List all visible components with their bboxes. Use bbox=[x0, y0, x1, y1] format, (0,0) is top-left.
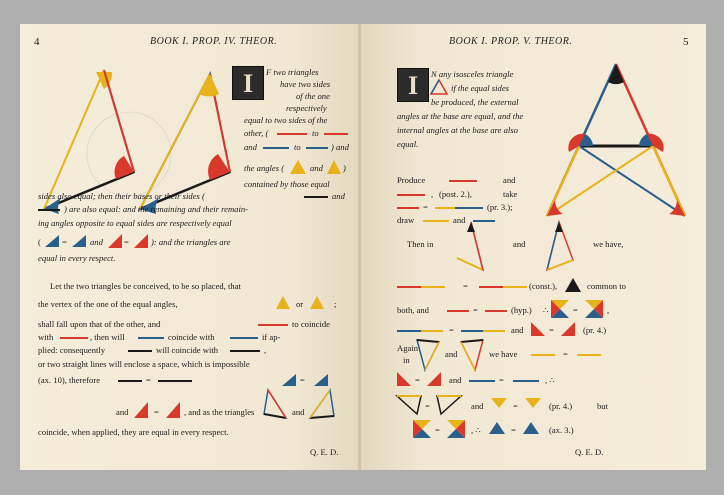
red-angle-icon bbox=[561, 322, 575, 336]
text-line: Produce bbox=[397, 175, 426, 185]
text-line: and bbox=[471, 401, 484, 411]
triangle-icon bbox=[417, 340, 439, 372]
triangle-icon bbox=[264, 390, 288, 420]
text-line: take bbox=[503, 189, 518, 199]
text-line: and bbox=[116, 407, 129, 417]
text-line: if the equal sides bbox=[451, 83, 509, 93]
text-line: but bbox=[597, 401, 608, 411]
text-line: in bbox=[403, 355, 410, 365]
text-line: plied: consequently bbox=[38, 345, 106, 355]
red-angle-icon bbox=[134, 402, 148, 418]
text-line: (const.), bbox=[529, 281, 558, 291]
angle-pair-icon bbox=[413, 420, 431, 438]
text-line: (pr. 3.); bbox=[487, 202, 513, 212]
red-angle-icon bbox=[397, 372, 411, 386]
red-line-icon bbox=[397, 286, 421, 288]
text-line: to coincide bbox=[292, 319, 330, 329]
text-line: , and as the triangles bbox=[184, 407, 255, 417]
black-line-icon bbox=[158, 380, 192, 382]
text-line: and bbox=[244, 142, 257, 152]
text-line: ) bbox=[343, 163, 346, 173]
red-angle-icon bbox=[531, 322, 545, 336]
text-line: have two sides bbox=[280, 79, 331, 89]
yellow-line-icon bbox=[423, 220, 449, 222]
text-line: ; bbox=[334, 299, 337, 309]
red-angle-icon bbox=[108, 234, 122, 248]
text-line: and bbox=[292, 407, 305, 417]
angle-sector-icon bbox=[437, 396, 461, 416]
red-line-icon bbox=[60, 337, 88, 339]
text-line: (pr. 4.) bbox=[583, 325, 607, 335]
text-line: of the one bbox=[296, 91, 330, 101]
text-line: and bbox=[332, 191, 345, 201]
text-line: draw bbox=[397, 215, 415, 225]
red-angle-icon bbox=[134, 234, 148, 248]
blue-line-icon bbox=[263, 147, 289, 149]
yellow-line-icon bbox=[483, 330, 505, 332]
text-line: and bbox=[445, 349, 458, 359]
red-angle-icon bbox=[166, 402, 180, 418]
triangle-icon bbox=[547, 222, 573, 270]
text-line: if ap- bbox=[262, 332, 281, 342]
text-line: and bbox=[90, 237, 103, 247]
text-line: sides also equal; then their bases or their sides ( bbox=[38, 191, 205, 201]
text-line: and bbox=[503, 175, 516, 185]
blue-line-icon bbox=[469, 380, 495, 382]
text-line: Again bbox=[397, 343, 419, 353]
text-line: angles at the base are equal, and the bbox=[397, 111, 524, 121]
yellow-line-icon bbox=[435, 207, 455, 209]
text-line: N any isosceles triangle bbox=[431, 69, 514, 79]
page-header: BOOK I. PROP. V. THEOR. bbox=[449, 36, 573, 47]
red-line-icon bbox=[277, 133, 307, 135]
text-line: (hyp.) bbox=[511, 305, 532, 315]
text-line: (pr. 4.) bbox=[549, 401, 573, 411]
blue-angle-icon bbox=[314, 374, 328, 386]
yellow-angle-icon bbox=[491, 398, 507, 408]
angle-sector-icon bbox=[397, 396, 421, 416]
blue-line-icon bbox=[138, 337, 164, 339]
text-line: the angles ( bbox=[244, 163, 285, 173]
red-angle-icon bbox=[427, 372, 441, 386]
blue-line-icon bbox=[230, 337, 258, 339]
text-line: we have bbox=[489, 349, 518, 359]
black-line-icon bbox=[128, 350, 152, 352]
text-line: coincide, when applied, they are equal in every respect. bbox=[38, 427, 229, 437]
text-line: ): and the triangles are bbox=[151, 237, 231, 247]
yellow-angle-icon bbox=[276, 296, 290, 309]
text-line: and bbox=[453, 215, 466, 225]
text-line: be produced, the external bbox=[431, 97, 519, 107]
blue-angle-icon bbox=[72, 235, 86, 247]
blue-angle-icon bbox=[489, 422, 505, 434]
red-line-icon bbox=[258, 324, 288, 326]
text-line: with bbox=[38, 332, 54, 342]
qed: Q. E. D. bbox=[310, 447, 339, 457]
blue-line-icon bbox=[513, 380, 539, 382]
yellow-line-icon bbox=[577, 354, 601, 356]
text-line: will coincide with bbox=[156, 345, 219, 355]
text-line: Then in bbox=[407, 239, 434, 249]
prop5-figure bbox=[541, 64, 691, 234]
blue-angle-icon bbox=[282, 374, 296, 386]
text-line: (post. 2.), bbox=[439, 189, 472, 199]
triangle-icon bbox=[457, 222, 483, 270]
red-line-icon bbox=[324, 133, 348, 135]
blue-line-icon bbox=[461, 330, 483, 332]
triangle-icon bbox=[461, 340, 483, 372]
red-line-icon bbox=[447, 310, 469, 312]
text-line: , bbox=[264, 345, 267, 355]
text-line: ) are also equal: and the remaining and their remain- bbox=[64, 204, 249, 214]
yellow-line-icon bbox=[531, 354, 555, 356]
blue-line-icon bbox=[397, 330, 421, 332]
drop-cap: I bbox=[397, 68, 429, 102]
black-line-icon bbox=[38, 209, 60, 211]
text-line: the vertex of the one of the equal angles, bbox=[38, 299, 178, 309]
text-line: both, and bbox=[397, 305, 429, 315]
red-line-icon bbox=[397, 194, 425, 196]
text-line: and bbox=[449, 375, 462, 385]
page-number: 4 bbox=[34, 36, 40, 48]
black-line-icon bbox=[230, 350, 260, 352]
red-line-icon bbox=[449, 180, 477, 182]
yellow-angle-icon bbox=[310, 296, 324, 309]
text-line: respectively bbox=[286, 103, 327, 113]
text-line: ing angles opposite to equal sides are respectively equal bbox=[38, 218, 232, 228]
page-header: BOOK I. PROP. IV. THEOR. bbox=[150, 36, 278, 47]
text-line: to bbox=[312, 128, 319, 138]
left-page: 4 BOOK I. PROP. IV. THEOR. I F two triangles have two sides of the one respectively equal to two sides of the other, ( to and to ) and the angles ( and ) contained by those equal sides also equal; then their bases or their sides ( and ) are also equal: and the remaining and their remain- ing angles opposite to equal sides are respectively equal ( = and = ): and the triangles are equal in every respect. Let the two triangles be conceived, to be so placed, that the vertex of the one of the equal angles, or ; shall fall upon that of the other, and to coincide with , then will coincide with if ap- plied: consequently will coincide with , or two straight lines will enclose a space, which is impossible (ax. 10), therefore = = and = , and as the triangles and coincide, when applied, they are equal in every respect. Q. E. D. bbox=[20, 24, 360, 470]
text-line: and bbox=[310, 163, 323, 173]
open-book bbox=[20, 24, 706, 470]
yellow-line-icon bbox=[421, 286, 445, 288]
text-line: equal in every respect. bbox=[38, 253, 116, 263]
text-line: or two straight lines will enclose a space, which is impossible bbox=[38, 359, 250, 369]
angle-pair-icon bbox=[585, 300, 603, 318]
text-line: (ax. 10), therefore bbox=[38, 375, 101, 385]
angle-pair-icon bbox=[447, 420, 465, 438]
red-line-icon bbox=[485, 310, 507, 312]
blue-angle-icon bbox=[523, 422, 539, 434]
black-angle-icon bbox=[565, 278, 581, 292]
text-line: we have, bbox=[593, 239, 624, 249]
triangle-icon bbox=[431, 80, 447, 94]
page-number: 5 bbox=[683, 36, 689, 48]
yellow-angle-icon bbox=[525, 398, 541, 408]
angle-pair-icon bbox=[551, 300, 569, 318]
text-line: and bbox=[513, 239, 526, 249]
text-line: = bbox=[146, 375, 151, 385]
red-line-icon bbox=[397, 207, 419, 209]
right-page: BOOK I. PROP. V. THEOR. 5 I N any isosceles triangle if the equal sides be produced, the external angles at the base are equal, and the internal angles at the base are also equal. Produce and , (post. 2.), take = (pr. 3.); draw and Then in and we have, = (const.), common to both, and = (hyp.) ∴ = , = and = (pr. 4.) Again in and we have = = and = , ∴ = and = (pr. 4.) but = , ∴ = (ax. 3.) Q. E. D. bbox=[361, 24, 706, 470]
triangle-icon bbox=[310, 390, 334, 420]
text-line: coincide with bbox=[168, 332, 215, 342]
text-line: equal. bbox=[397, 139, 419, 149]
black-line-icon bbox=[118, 380, 142, 382]
text-line: F two triangles bbox=[266, 67, 319, 77]
drop-cap: I bbox=[232, 66, 264, 100]
text-line: internal angles at the base are also bbox=[397, 125, 518, 135]
blue-line-icon bbox=[455, 207, 483, 209]
red-line-icon bbox=[479, 286, 503, 288]
text-line: contained by those equal bbox=[244, 179, 330, 189]
text-line: shall fall upon that of the other, and bbox=[38, 319, 161, 329]
black-line-icon bbox=[304, 196, 328, 198]
blue-line-icon bbox=[306, 147, 328, 149]
blue-angle-icon bbox=[45, 235, 59, 247]
text-line: common to bbox=[587, 281, 626, 291]
qed: Q. E. D. bbox=[575, 447, 604, 457]
text-line: and bbox=[511, 325, 524, 335]
text-line: or bbox=[296, 299, 304, 309]
text-line: equal to two sides of the bbox=[244, 115, 328, 125]
yellow-angle-icon bbox=[290, 160, 306, 174]
text-line: Let the two triangles be conceived, to be so placed, that bbox=[50, 281, 241, 291]
text-line: = bbox=[154, 407, 159, 417]
yellow-angle-icon bbox=[327, 160, 341, 174]
text-line: ) and bbox=[331, 142, 349, 152]
text-line: to bbox=[294, 142, 301, 152]
yellow-line-icon bbox=[421, 330, 443, 332]
prop4-figure bbox=[34, 64, 234, 194]
text-line: (ax. 3.) bbox=[549, 425, 574, 435]
yellow-line-icon bbox=[503, 286, 527, 288]
text-line: other, ( bbox=[244, 128, 269, 138]
text-line: , then will bbox=[90, 332, 125, 342]
